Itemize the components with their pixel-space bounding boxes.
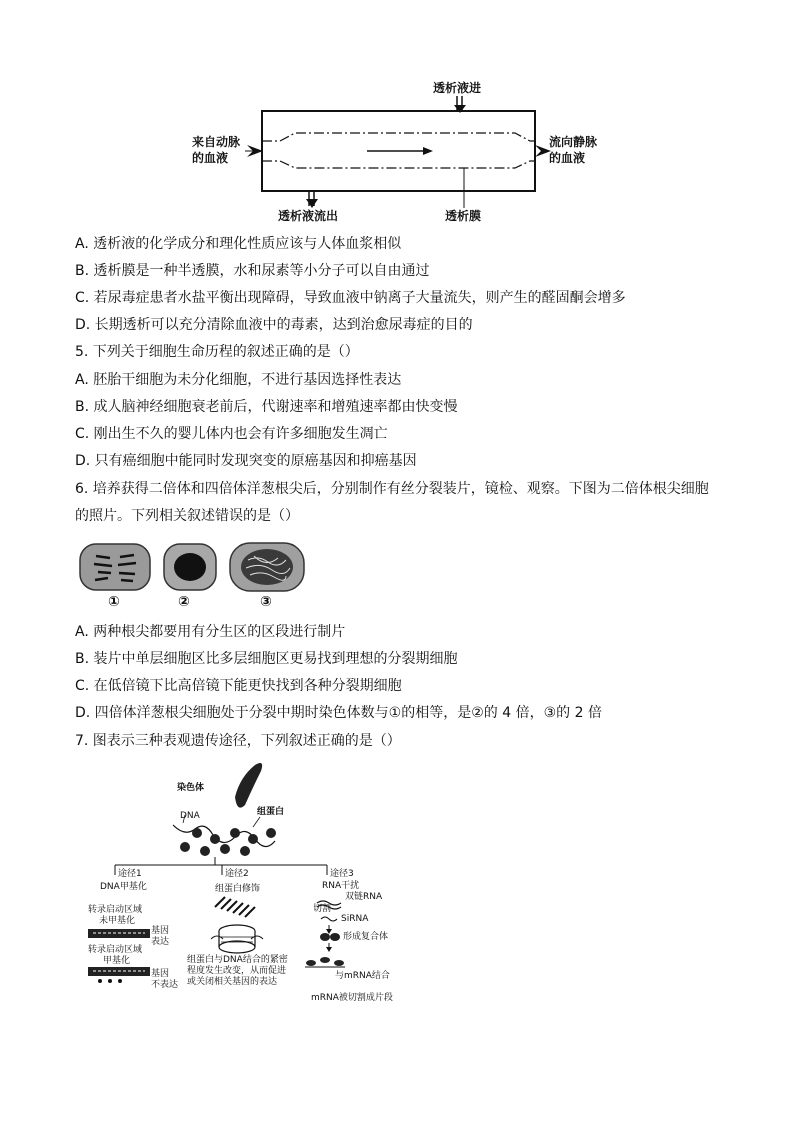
- q6-option-a: A. 两种根尖都要用有分生区的区段进行制片: [75, 624, 346, 640]
- promoter-unmethylated-line2: 未甲基化: [99, 916, 136, 926]
- q6-option-c: C. 在低倍镜下比高倍镜下能更快找到各种分裂期细胞: [75, 678, 402, 694]
- cell-label-1: ①: [108, 594, 120, 610]
- epigenetics-figure: [85, 757, 415, 1007]
- path3-label: 途径3: [330, 869, 354, 879]
- q5-option-c: C. 刚出生不久的婴儿体内也会有许多细胞发生凋亡: [75, 426, 388, 442]
- mrna-cut-label: mRNA被切割成片段: [311, 993, 393, 1003]
- q6-stem-line1: 6. 培养获得二倍体和四倍体洋葱根尖后，分别制作有丝分裂装片，镜检、观察。下图为二倍体根尖细胞: [75, 481, 709, 497]
- path2-label: 途径2: [225, 869, 249, 879]
- q4-option-a: A. 透析液的化学成分和理化性质应该与人体血浆相似: [75, 236, 402, 252]
- promoter-methylated-line2: 甲基化: [103, 956, 131, 966]
- bind-mrna-label: 与mRNA结合: [335, 971, 390, 981]
- artery-label-line1: 来自动脉: [192, 135, 241, 149]
- histone-text-line1: 组蛋白与DNA结合的紧密: [187, 955, 288, 965]
- histone-text-line3: 或关闭相关基因的表达: [187, 977, 278, 987]
- onion-cells-figure: [78, 540, 318, 615]
- q6-stem-line2: 的照片。下列相关叙述错误的是（）: [75, 508, 299, 524]
- dialysate-in-label: 透析液进: [433, 81, 482, 95]
- complex-label: 形成复合体: [343, 932, 389, 942]
- cell-label-2: ②: [178, 594, 190, 610]
- q6-option-d: D. 四倍体洋葱根尖细胞处于分裂中期时染色体数与①的相等，是②的 4 倍，③的 2 倍: [75, 705, 602, 721]
- gene-silenced-line2: 不表达: [151, 980, 179, 990]
- gene-silenced-line1: 基因: [151, 969, 170, 979]
- artery-label-line2: 的血液: [192, 151, 229, 165]
- q5-stem: 5. 下列关于细胞生命历程的叙述正确的是（）: [75, 344, 359, 360]
- promoter-unmethylated-line1: 转录启动区域: [88, 905, 143, 915]
- gene-expressed-line2: 表达: [151, 937, 170, 947]
- vein-label-line2: 的血液: [549, 151, 586, 165]
- path1-label: 途径1: [118, 869, 142, 879]
- rnai-label: RNA干扰: [322, 881, 360, 891]
- cut-label: 切割: [313, 904, 332, 914]
- promoter-methylated-line1: 转录启动区域: [88, 945, 143, 955]
- dialysate-out-label: 透析液流出: [278, 209, 339, 223]
- vein-label-line1: 流向静脉: [549, 135, 598, 149]
- q5-option-b: B. 成人脑神经细胞衰老前后，代谢速率和增殖速率都由快变慢: [75, 399, 458, 415]
- sirna-label: SiRNA: [341, 914, 369, 924]
- q5-option-d: D. 只有癌细胞中能同时发现突变的原癌基因和抑癌基因: [75, 453, 417, 469]
- q4-option-d: D. 长期透析可以充分清除血液中的毒素，达到治愈尿毒症的目的: [75, 317, 473, 333]
- q5-option-a: A. 胚胎干细胞为未分化细胞，不进行基因选择性表达: [75, 372, 402, 388]
- histone-label: 组蛋白: [257, 807, 285, 817]
- dna-methylation-label: DNA甲基化: [100, 882, 147, 892]
- cell-label-3: ③: [260, 594, 272, 610]
- dialysis-figure: [185, 78, 615, 230]
- q4-option-c: C. 若尿毒症患者水盐平衡出现障碍，导致血液中钠离子大量流失，则产生的醛固酮会增多: [75, 290, 626, 306]
- q6-option-b: B. 装片中单层细胞区比多层细胞区更易找到理想的分裂期细胞: [75, 651, 458, 667]
- q7-stem: 7. 图表示三种表观遗传途径，下列叙述正确的是（）: [75, 733, 401, 749]
- gene-expressed-line1: 基因: [151, 926, 170, 936]
- histone-modification-label: 组蛋白修饰: [215, 884, 261, 894]
- dsrna-label: 双链RNA: [345, 892, 383, 902]
- chromosome-label: 染色体: [177, 783, 205, 793]
- histone-text-line2: 程度发生改变，从而促进: [187, 966, 287, 976]
- membrane-label: 透析膜: [445, 209, 482, 223]
- dna-label: DNA: [180, 811, 200, 821]
- q4-option-b: B. 透析膜是一种半透膜，水和尿素等小分子可以自由通过: [75, 263, 430, 279]
